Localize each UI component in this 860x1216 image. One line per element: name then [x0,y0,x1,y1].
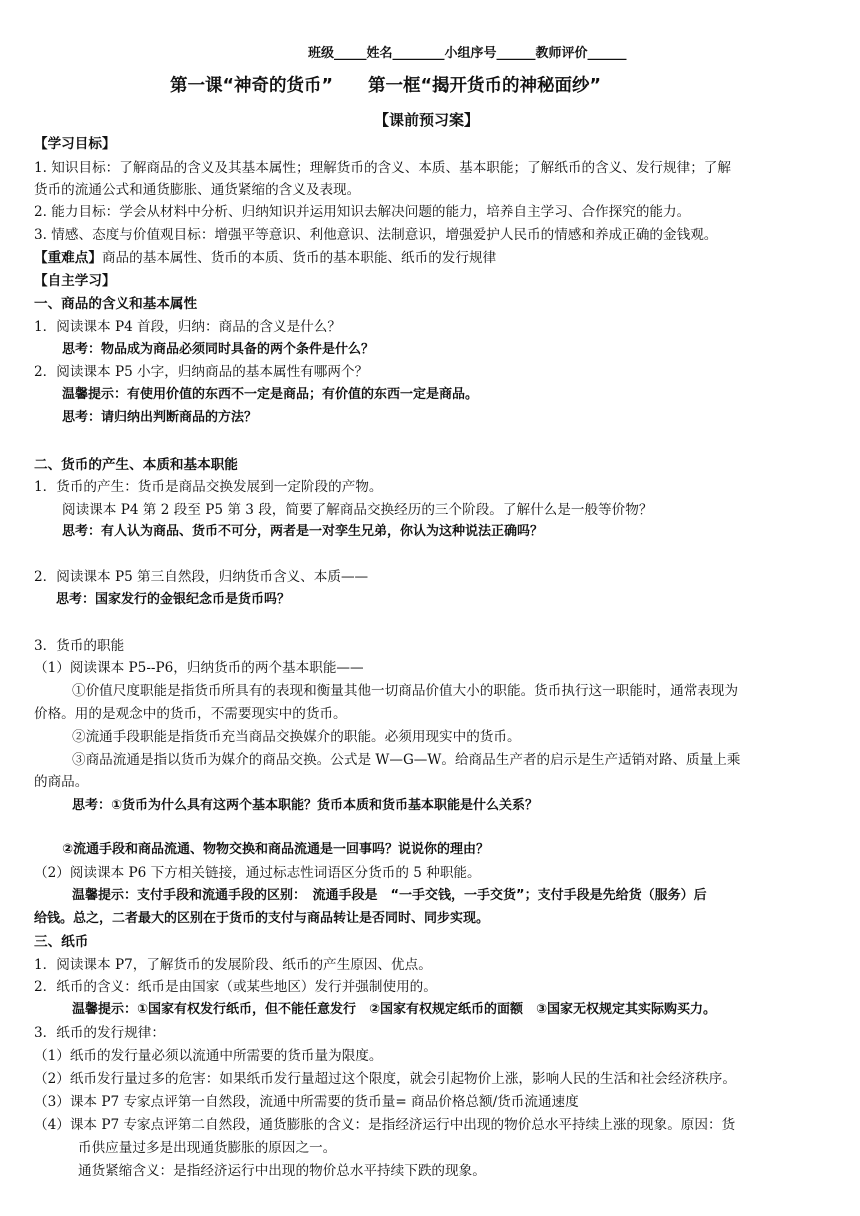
s3-rule3: （3）课本 P7 专家点评第一自然段，流通中所需要的货币量= 商品价格总额/货币流通速度 [34,1094,579,1110]
section-subtitle: 【课前预习案】 [374,111,480,129]
s1-think1: 思考：物品成为商品必须同时具备的两个条件是什么？ [62,342,375,357]
s1-question1: 1．阅读课本 P4 首段，归纳：商品的含义是什么？ [34,319,341,335]
key-points-label: 【重难点】 [34,250,102,266]
s2-think4: ②流通手段和商品流通、物物交换和商品流通是一回事吗？说说你的理由？ [62,842,490,857]
s3-p2: 2．纸币的含义：纸币是由国家（或某些地区）发行并强制使用的。 [34,979,437,995]
s3-rule2: （2）纸币发行量过多的危害：如果纸币发行量超过这个限度，就会引起物价上涨，影响人民的生活和社会经济秩序。 [34,1071,736,1087]
s2-tip-line2: 给钱。总之，二者最大的区别在于货币的支付与商品转让是否同时、同步实现。 [34,911,490,926]
section2-heading: 二、货币的产生、本质和基本职能 [34,457,238,473]
s3-p1: 1．阅读课本 P7，了解货币的发展阶段、纸币的产生原因、优点。 [34,957,432,973]
goal-knowledge-line2: 货币的流通公式和通货膨胀、通货紧缩的含义及表现。 [34,182,361,198]
key-points-text: 商品的基本属性、货币的本质、货币的基本职能、纸币的发行规律 [101,250,497,266]
s3-p3: 3．纸币的发行规律： [34,1025,165,1041]
goal-ability: 2. 能力目标：学会从材料中分析、归纳知识并运用知识去解决问题的能力，培养自主学习、合作探究的能力。 [34,204,691,220]
s3-tip: 温馨提示：①国家有权发行纸币，但不能任意发行 ②国家有权规定纸币的面额 ③国家无权规定其实际购买力。 [72,1002,717,1017]
s2-circulation-line2: 的商品。 [34,774,89,790]
key-points [34,248,496,268]
goal-knowledge-line1: 1. 知识目标：了解商品的含义及其基本属性；理解货币的含义、本质、基本职能；了解纸币的含义、发行规律；了解 [34,160,731,176]
self-study-heading: 【自主学习】 [34,273,116,289]
student-info-line: 班级_____姓名________小组序号______教师评价______ [308,46,627,61]
s2-p1b: 阅读课本 P4 第 2 段至 P5 第 3 段，简要了解商品交换经历的三个阶段。了解什么是一般等价物？ [62,502,653,518]
s2-circulation-line1: ③商品流通是指以货币为媒介的商品交换。公式是 W—G—W。给商品生产者的启示是生产适销对路、质量上乘 [72,752,741,768]
s2-think3: 思考：①货币为什么具有这两个基本职能？货币本质和货币基本职能是什么关系？ [72,798,539,813]
s2-tip-line1: 温馨提示：支付手段和流通手段的区别： 流通手段是 “一手交钱，一手交货”；支付手段是先给货（服务）后 [72,888,707,903]
s2-think2: 思考：国家发行的金银纪念币是货币吗？ [56,592,291,607]
s2-function2: ②流通手段职能是指货币充当商品交换媒介的职能。必须用现实中的货币。 [72,729,521,745]
s2-p3: 3．货币的职能 [34,638,125,654]
s2-p3b: （2）阅读课本 P6 下方相关链接，通过标志性词语区分货币的 5 种职能。 [34,865,481,881]
s1-question2: 2．阅读课本 P5 小字，归纳商品的基本属性有哪两个？ [34,364,369,380]
goal-attitude: 3. 情感、态度与价值观目标：增强平等意识、利他意识、法制意识，增强爱护人民币的情感和养成正确的金钱观。 [34,227,718,243]
s2-p3a: （1）阅读课本 P5--P6，归纳货币的两个基本职能—— [34,660,364,676]
s2-p1: 1．货币的产生：货币是商品交换发展到一定阶段的产物。 [34,479,383,495]
s2-function1-line1: ①价值尺度职能是指货币所具有的表现和衡量其他一切商品价值大小的职能。货币执行这一职能时，通常表现为 [72,683,739,699]
s1-tip: 温馨提示：有使用价值的东西不一定是商品；有价值的东西一定是商品。 [62,387,479,402]
s1-think2: 思考：请归纳出判断商品的方法？ [62,410,258,425]
s3-rule1: （1）纸币的发行量必须以流通中所需要的货币量为限度。 [34,1048,383,1064]
s3-deflation: 通货紧缩含义：是指经济运行中出现的物价总水平持续下跌的现象。 [78,1163,486,1179]
page-title: 第一课“神奇的货币” 第一框“揭开货币的神秘面纱” [170,76,602,96]
s3-rule4-line2: 币供应量过多是出现通货膨胀的原因之一。 [78,1140,337,1156]
goals-heading: 【学习目标】 [34,136,116,152]
s2-think1: 思考：有人认为商品、货币不可分，两者是一对孪生兄弟，你认为这种说法正确吗？ [62,524,544,539]
s3-rule4-line1: （4）课本 P7 专家点评第二自然段，通货膨胀的含义：是指经济运行中出现的物价总水平持续上涨的现象。原因：货 [34,1117,736,1133]
section3-heading: 三、纸币 [34,934,89,950]
s2-p2: 2．阅读课本 P5 第三自然段，归纳货币含义、本质—— [34,569,369,585]
s2-function1-line2: 价格。用的是观念中的货币，不需要现实中的货币。 [34,706,347,722]
section1-heading: 一、商品的含义和基本属性 [34,296,198,312]
